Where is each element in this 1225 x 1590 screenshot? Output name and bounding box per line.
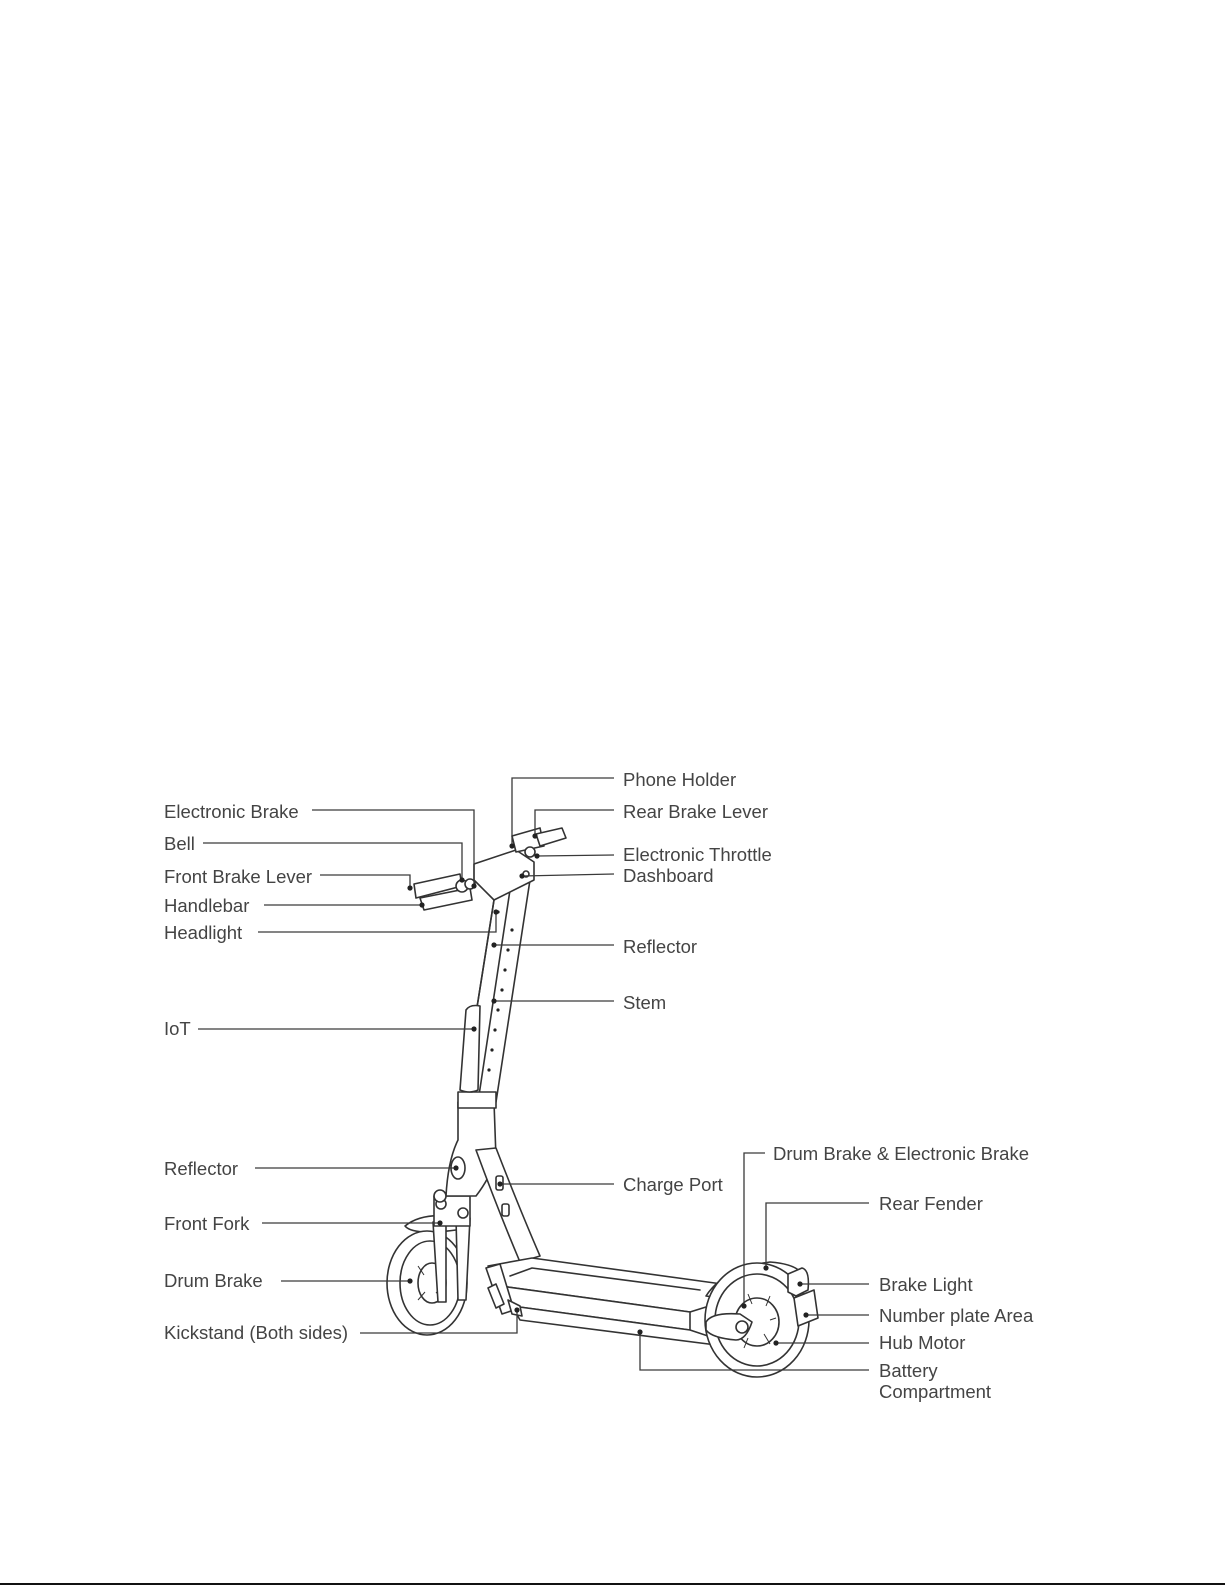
front-wheel: [387, 1231, 467, 1335]
handlebar-assembly: [414, 828, 566, 910]
leader-dashboard: [522, 874, 614, 876]
leader-front-brake-lever: [320, 875, 410, 888]
label-rear-fender: Rear Fender: [879, 1193, 983, 1214]
label-reflector-lower: Reflector: [164, 1158, 239, 1179]
label-number-plate-area: Number plate Area: [879, 1305, 1034, 1326]
leader-electronic-throttle: [537, 855, 614, 856]
label-kickstand: Kickstand (Both sides): [164, 1322, 349, 1343]
label-electronic-throttle: Electronic Throttle: [623, 844, 772, 865]
label-bell: Bell: [164, 833, 195, 854]
label-phone-holder: Phone Holder: [623, 769, 737, 790]
label-drum-brake-electronic-brake: Drum Brake & Electronic Brake: [773, 1143, 1030, 1164]
label-headlight: Headlight: [164, 922, 243, 943]
label-stem: Stem: [623, 992, 667, 1013]
brake-light-housing: [788, 1268, 808, 1296]
label-rear-brake-lever: Rear Brake Lever: [623, 801, 768, 822]
label-dashboard: Dashboard: [623, 865, 714, 886]
label-iot: IoT: [164, 1018, 191, 1039]
label-reflector-upper: Reflector: [623, 936, 698, 957]
scooter-illustration: [387, 828, 818, 1377]
leader-rear-fender: [766, 1203, 869, 1268]
label-battery-line2: Compartment: [879, 1381, 992, 1402]
leader-headlight: [258, 912, 496, 932]
label-electronic-brake: Electronic Brake: [164, 801, 299, 822]
label-front-fork: Front Fork: [164, 1213, 250, 1234]
label-drum-brake: Drum Brake: [164, 1270, 263, 1291]
label-battery-line1: Battery: [879, 1360, 938, 1381]
deck: [486, 1258, 740, 1348]
label-brake-light: Brake Light: [879, 1274, 973, 1295]
label-charge-port: Charge Port: [623, 1174, 723, 1195]
label-front-brake-lever: Front Brake Lever: [164, 866, 313, 887]
label-hub-motor: Hub Motor: [879, 1332, 966, 1353]
iot-box: [460, 1006, 480, 1093]
label-handlebar: Handlebar: [164, 895, 250, 916]
